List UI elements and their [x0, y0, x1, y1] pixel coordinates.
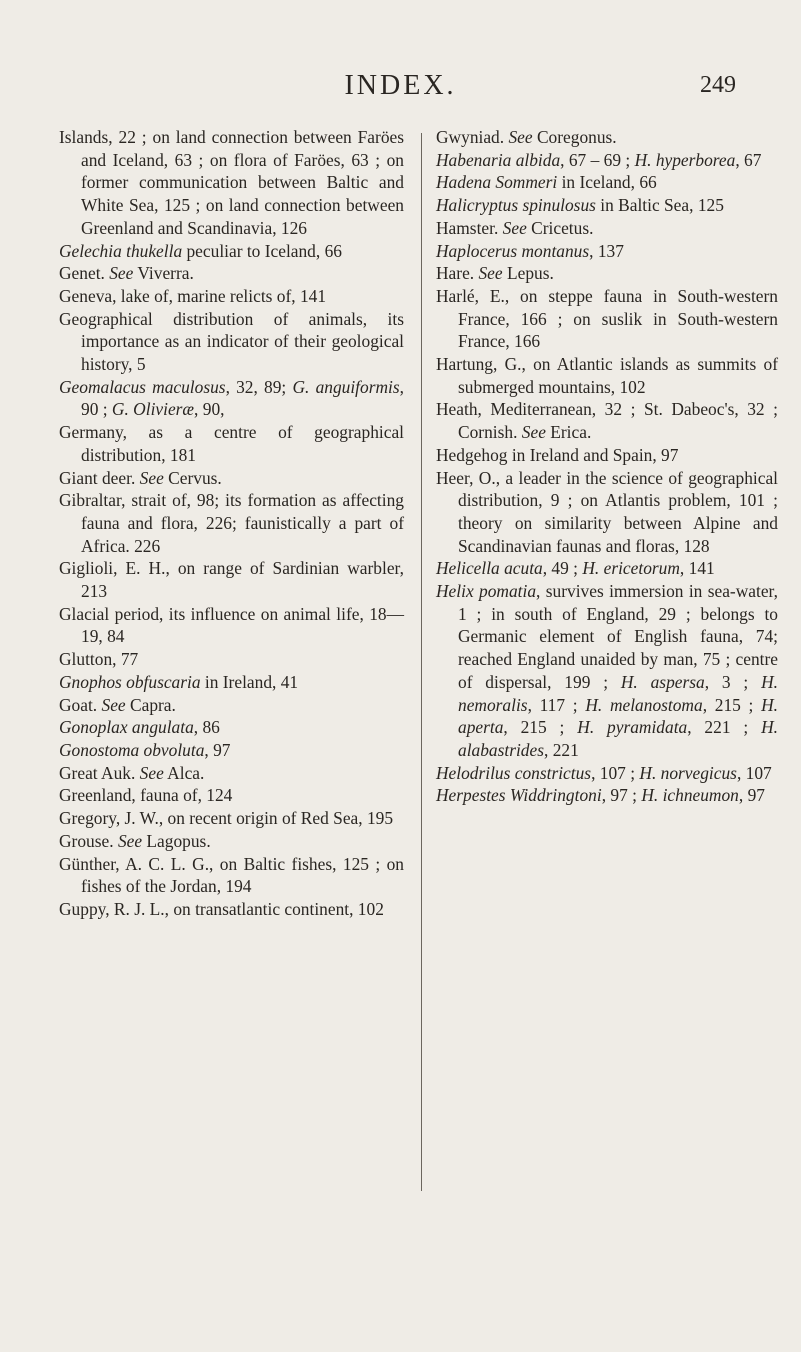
italic-term: Gonoplax angulata	[59, 717, 194, 738]
page-number: 249	[700, 72, 736, 98]
italic-term: Hadena Sommeri	[436, 172, 558, 193]
entry-text: , 215 ;	[503, 717, 578, 738]
italic-term: Helodrilus constrictus	[436, 762, 592, 783]
index-entry	[59, 694, 404, 717]
entry-text: , 86	[193, 717, 220, 738]
entry-text: , 32, 89;	[225, 376, 293, 397]
italic-term: See	[478, 263, 503, 284]
index-entry	[59, 376, 404, 421]
italic-term: H. alabastrides	[458, 717, 778, 760]
entry-text: Giant deer.	[59, 467, 140, 488]
index-entry	[59, 784, 404, 807]
entry-text: Hare.	[436, 263, 479, 284]
entry-text: Hedgehog in Ireland and Spain, 97	[436, 444, 679, 465]
entry-text: Gregory, J. W., on recent origin of Red Sea, 195	[59, 808, 394, 829]
italic-term: See	[139, 762, 164, 783]
entry-text: Greenland, fauna of, 124	[59, 785, 233, 806]
index-entry	[436, 262, 778, 285]
index-entry	[436, 353, 778, 398]
entry-text: Harlé, E., on steppe fauna in South-western France, 166 ; on suslik in South-western France, 166	[436, 285, 778, 352]
italic-term: Haplocerus montanus	[436, 240, 590, 261]
entry-text: peculiar to Iceland, 66	[182, 240, 342, 261]
index-entry	[59, 262, 404, 285]
italic-term: Gelechia thukella	[59, 240, 183, 261]
entry-text: , 67	[735, 149, 762, 170]
entry-text: , 107	[736, 762, 772, 783]
index-entry	[59, 807, 404, 830]
entry-text: Coregonus.	[532, 127, 617, 147]
italic-term: See	[139, 467, 164, 488]
italic-term: Gonostoma obvoluta	[59, 739, 205, 760]
index-entry	[59, 739, 404, 762]
entry-text: Alca.	[163, 762, 205, 783]
index-entry	[59, 853, 404, 898]
entry-text: Giglioli, E. H., on range of Sardinian warbler, 213	[59, 558, 404, 602]
italic-term: H. nemoralis	[458, 671, 778, 715]
entry-text: in Ireland, 41	[200, 671, 299, 692]
index-entry	[436, 784, 778, 807]
italic-term: H. melanostoma	[585, 694, 703, 715]
italic-term: See	[502, 217, 527, 238]
index-entry	[59, 648, 404, 671]
index-entry	[59, 421, 404, 466]
entry-text: Cervus.	[163, 467, 222, 488]
entry-text: Heer, O., a leader in the science of geographical distribution, 9 ; on Atlantis problem, 101 ; theory on similarity between Alpine and Scandinavian faunas and floras, 128	[436, 467, 778, 556]
column-divider	[421, 133, 422, 1191]
entry-text: , 97 ;	[601, 785, 642, 806]
entry-text: Günther, A. C. L. G., on Baltic fishes, 125 ; on fishes of the Jordan, 194	[59, 853, 404, 897]
italic-term: See	[101, 694, 126, 715]
index-entry	[59, 603, 404, 648]
italic-term: Geomalacus maculosus	[59, 376, 226, 397]
italic-term: H. pyramidata	[577, 717, 688, 738]
index-entry	[436, 444, 778, 467]
entry-text: Islands, 22 ; on land connection between Faröes and Iceland, 63 ; on flora of Faröes, 63 ; on former communication between Baltic and White Sea, 125 ; on land connection between Greenland and Scandinavia, 126	[59, 127, 404, 238]
index-entry	[436, 762, 778, 785]
entry-text: in Iceland, 66	[557, 172, 657, 193]
entry-text: , 97	[204, 739, 231, 760]
entry-text: Genet.	[59, 263, 110, 284]
index-entry	[436, 194, 778, 217]
entry-text: in Baltic Sea, 125	[595, 195, 724, 216]
index-entry	[59, 308, 404, 376]
index-entry	[59, 126, 404, 240]
index-entry	[59, 240, 404, 263]
italic-term: H. hyperborea	[634, 149, 736, 170]
entry-text: , 117 ;	[527, 694, 586, 715]
index-entry	[59, 671, 404, 694]
index-column-left	[59, 126, 404, 921]
italic-term: See	[117, 830, 143, 851]
index-entry	[436, 171, 778, 194]
entry-text: Lagopus.	[142, 830, 211, 851]
entry-text: Geographical distribution of animals, its importance as an indicator of their geological history, 5	[59, 308, 404, 375]
entry-text: Grouse.	[59, 830, 118, 851]
entry-text: Capra.	[125, 694, 176, 715]
entry-text: , 221	[544, 739, 579, 760]
index-entry	[436, 285, 778, 353]
italic-term: H. aspersa	[620, 671, 705, 692]
italic-term: Helicella acuta	[436, 558, 543, 579]
italic-term: H. ericetorum	[582, 558, 680, 579]
index-entry	[436, 217, 778, 240]
entry-text: Geneva, lake of, marine relicts of, 141	[59, 285, 327, 306]
italic-term: See	[508, 127, 533, 147]
entry-text: Lepus.	[502, 263, 554, 284]
entry-text: Hamster.	[436, 217, 503, 238]
page-title: INDEX.	[344, 70, 457, 101]
entry-text: Viverra.	[133, 263, 194, 284]
entry-text: , 90 ;	[81, 376, 404, 420]
index-entry	[59, 716, 404, 739]
entry-text: , 3 ;	[704, 671, 762, 692]
index-entry	[436, 557, 778, 580]
index-entry	[59, 830, 404, 853]
italic-term: Herpestes Widdringtoni	[436, 785, 602, 806]
italic-term: Habenaria albida	[436, 149, 561, 170]
italic-term: Halicryptus spinulosus	[436, 195, 596, 216]
index-entry	[59, 557, 404, 602]
italic-term: See	[521, 422, 546, 443]
index-entry	[436, 126, 778, 149]
italic-term: See	[109, 263, 134, 284]
entry-text: , 67 – 69 ;	[560, 149, 635, 170]
index-entry	[436, 240, 778, 263]
entry-text: , 90,	[194, 399, 225, 420]
index-entry	[436, 398, 778, 443]
index-entry	[59, 898, 404, 921]
index-entry	[59, 467, 404, 490]
entry-text: Guppy, R. J. L., on transatlantic continent, 102	[59, 898, 384, 919]
entry-text: , 97	[738, 785, 765, 806]
entry-text: , 137	[589, 240, 624, 261]
entry-text: , 141	[679, 558, 715, 579]
italic-term: Gnophos obfuscaria	[59, 671, 201, 692]
entry-text: Great Auk.	[59, 762, 140, 783]
index-column-right	[436, 126, 778, 807]
index-entry	[59, 489, 404, 557]
entry-text: , 49 ;	[542, 558, 583, 579]
entry-text: Germany, as a centre of geographical distribution, 181	[59, 422, 404, 465]
entry-text: Cricetus.	[526, 217, 594, 238]
italic-term: G. Olivieræ	[111, 399, 195, 420]
index-entry	[59, 285, 404, 308]
page-header	[0, 0, 801, 110]
index-entry	[436, 467, 778, 558]
entry-text: Heath, Mediterranean, 32 ; St. Dabeoc's, 32 ; Cornish.	[436, 399, 778, 443]
index-entry	[59, 762, 404, 785]
entry-text: , 215 ;	[702, 694, 762, 715]
entry-text: Hartung, G., on Atlantic islands as summits of submerged mountains, 102	[436, 354, 778, 397]
italic-term: Helix pomatia	[436, 581, 537, 602]
entry-text: , survives immersion in sea-water, 1 ; in south of England, 29 ; belongs to Germanic element of English fauna, 74; reached England unaided by man, 75 ; centre of dispersal, 199 ;	[458, 581, 778, 692]
entry-text: , 107 ;	[591, 762, 640, 783]
entry-text: Glacial period, its influence on animal life, 18—19, 84	[59, 603, 404, 647]
entry-text: Glutton, 77	[59, 649, 139, 670]
entry-text: Gibraltar, strait of, 98; its formation as affecting fauna and flora, 226; faunistically a part of Africa. 226	[59, 490, 404, 556]
italic-term: H. aperta	[458, 694, 778, 738]
italic-term: G. anguiformis	[292, 376, 400, 397]
entry-text: Gwyniad.	[436, 127, 509, 147]
italic-term: H. norvegicus	[639, 762, 737, 783]
index-entry	[436, 149, 778, 172]
entry-text: Erica.	[545, 422, 592, 443]
index-entry	[436, 580, 778, 762]
entry-text: , 221 ;	[687, 717, 762, 738]
italic-term: H. ichneumon	[641, 785, 739, 806]
entry-text: Goat.	[59, 694, 102, 715]
